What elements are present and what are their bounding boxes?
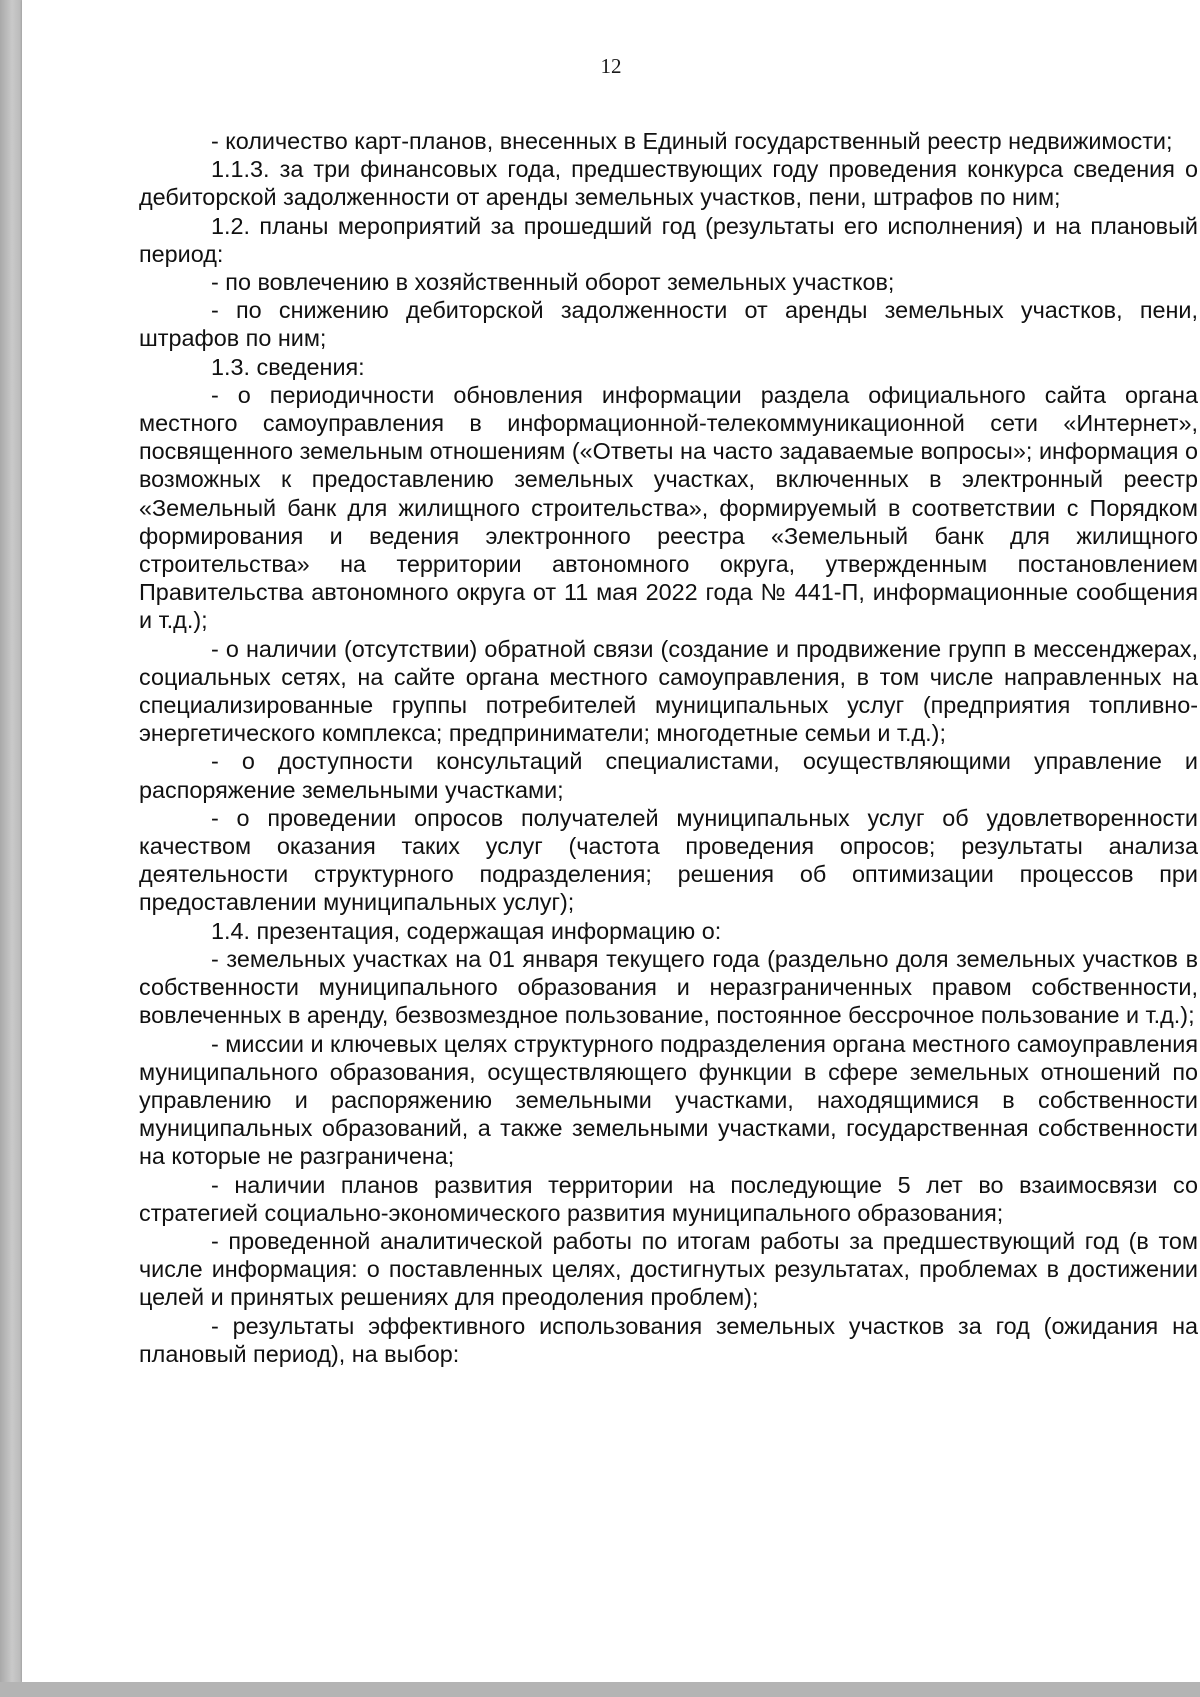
paragraph-development-plans: - наличии планов развития территории на последующие 5 лет во взаимосвязи со стратегией социально-экономического развития муниципального образования; xyxy=(139,1171,1198,1226)
document-body xyxy=(139,127,1198,1368)
document-page xyxy=(22,0,1200,1682)
paragraph-debt-reduction: - по снижению дебиторской задолженности от аренды земельных участков, пени, штрафов по ним; xyxy=(139,297,1198,352)
paragraph-1-4: 1.4. презентация, содержащая информацию о: xyxy=(211,917,722,944)
paragraph-website-updates: - о периодичности обновления информации раздела официального сайта органа местного самоуправления в информационной-телекоммуникационной сети «Интернет», посвященного земельным отношениям («Ответы на часто задаваемые вопросы»; информация о возможных к предоставлению земельных участках, включенных в электронный реестр «Земельный банк для жилищного строительства», формируемый в соответствии с Порядком формирования и ведения электронного реестра «Земельный банк для жилищного строительства» на территории автономного округа, утвержденным постановлением Правительства автономного округа от 11 мая 2022 года № 441-П, информационные сообщения и т.д.); xyxy=(139,381,1198,634)
paragraph-1-2: 1.2. планы мероприятий за прошедший год (результаты его исполнения) и на плановый период: xyxy=(139,212,1198,267)
paragraph-mission: - миссии и ключевых целях структурного подразделения органа местного самоуправления муниципального образования, осуществляющего функции в сфере земельных отношений по управлению и распоряжению земельными участками, находящимися в собственности муниципальных образований, а также земельными участками, государственная собственности на которые не разграничена; xyxy=(139,1030,1198,1170)
viewer-bottom-margin xyxy=(0,1682,1200,1697)
paragraph-results: - результаты эффективного использования земельных участков за год (ожидания на плановый период), на выбор: xyxy=(139,1312,1198,1367)
page-number: 12 xyxy=(600,54,622,78)
paragraph-1-3: 1.3. сведения: xyxy=(211,353,365,380)
paragraph-feedback: - о наличии (отсутствии) обратной связи (создание и продвижение групп в мессенджерах, социальных сетях, на сайте органа местного самоуправления, в том числе направленных на специализированные группы потребителей муниципальных услуг (предприятия топливно-энергетического комплекса; предприниматели; многодетные семьи и т.д.); xyxy=(139,635,1198,747)
viewer-left-margin xyxy=(0,0,22,1697)
paragraph-land-plots: - земельных участках на 01 января текущего года (раздельно доля земельных участков в собственности муниципального образования и неразграниченных правом собственности, вовлеченных в аренду, безвозмездное пользование, постоянное бессрочное пользование и т.д.); xyxy=(139,945,1198,1029)
paragraph-involvement: - по вовлечению в хозяйственный оборот земельных участков; xyxy=(211,269,895,296)
paragraph-analytical-work: - проведенной аналитической работы по итогам работы за предшествующий год (в том числе информация: о поставленных целях, достигнутых результатах, проблемах в достижении целей и принятых решениях для преодоления проблем); xyxy=(139,1227,1198,1311)
paragraph-1-1-3: 1.1.3. за три финансовых года, предшествующих году проведения конкурса сведения о дебиторской задолженности от аренды земельных участков, пени, штрафов по ним; xyxy=(139,156,1198,211)
paragraph-consultations: - о доступности консультаций специалистами, осуществляющими управление и распоряжение земельными участками; xyxy=(139,748,1198,803)
paragraph-cadastral-plans: - количество карт-планов, внесенных в Единый государственный реестр недвижимости; xyxy=(211,128,1173,154)
paragraph-surveys: - о проведении опросов получателей муниципальных услуг об удовлетворенности качеством оказания таких услуг (частота проведения опросов; результаты анализа деятельности структурного подразделения; решения об оптимизации процессов при предоставлении муниципальных услуг); xyxy=(139,804,1198,916)
